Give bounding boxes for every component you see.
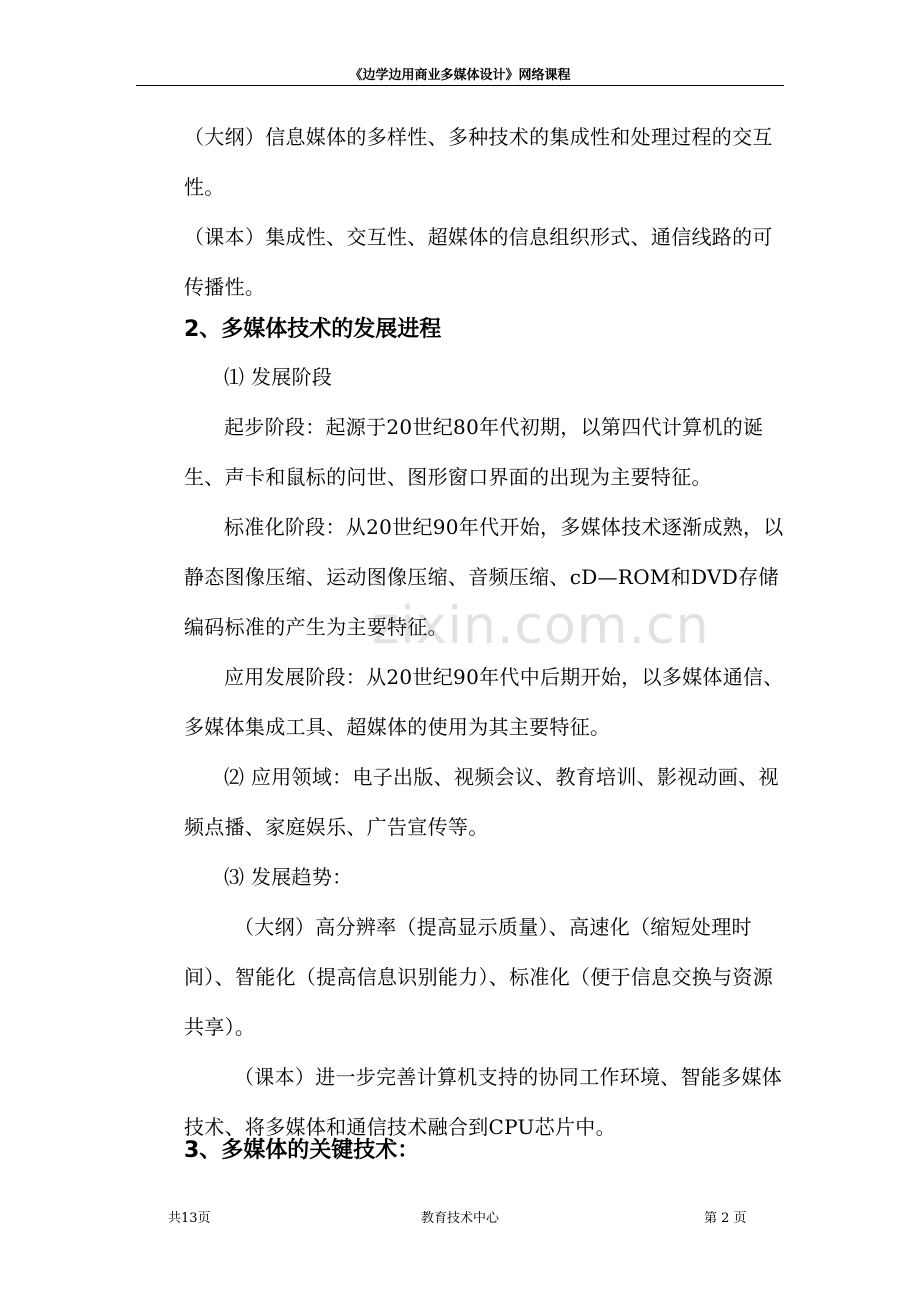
footer-page-number: 第 2 页 — [704, 1211, 747, 1226]
header-rule — [136, 85, 784, 86]
watermark: zixin.com.cn — [372, 596, 710, 656]
trend-textbook: （课本）进一步完善计算机支持的协同工作环境、智能多媒体技术、将多媒体和通信技术融合到CPU芯片中。 — [184, 1065, 783, 1139]
stage-application: 应用发展阶段：从20世纪90年代中后期开始，以多媒体通信、多媒体集成工具、超媒体的使用为其主要特征。 — [184, 665, 784, 739]
item3-label: ⑶ 发展趋势： — [224, 865, 353, 889]
section2-body — [184, 352, 784, 1152]
para-outline: （大纲）信息媒体的多样性、多种技术的集成性和处理过程的交互性。 — [184, 125, 773, 199]
stage-start: 起步阶段：起源于20世纪80年代初期，以第四代计算机的诞生、声卡和鼠标的问世、图形窗口界面的出现为主要特征。 — [184, 415, 764, 489]
item2-application-fields: ⑵ 应用领域：电子出版、视频会议、教育培训、影视动画、视频点播、家庭娱乐、广告宣传等。 — [184, 765, 779, 839]
page-header-title: 《边学边用商业多媒体设计》网络课程 — [349, 68, 571, 83]
section3-heading: 3、多媒体的关键技术： — [184, 1138, 420, 1163]
stage-standard: 标准化阶段：从20世纪90年代开始，多媒体技术逐渐成熟，以静态图像压缩、运动图像压缩、音频压缩、cD—ROM和DVD存储编码标准的产生为主要特征。 — [184, 515, 784, 639]
footer-center: 教育技术中心 — [420, 1211, 499, 1226]
section1-body — [184, 112, 784, 312]
para-textbook: （课本）集成性、交互性、超媒体的信息组织形式、通信线路的可传播性。 — [184, 225, 773, 299]
item1-label: ⑴ 发展阶段 — [224, 365, 333, 389]
trend-outline: （大纲）高分辨率（提高显示质量）、高速化（缩短处理时间）、智能化（提高信息识别能力）、标准化（便于信息交换与资源共享）。 — [184, 915, 773, 1039]
footer-total-pages: 共13页 — [168, 1211, 211, 1226]
section2-heading: 2、多媒体技术的发展进程 — [184, 317, 442, 342]
